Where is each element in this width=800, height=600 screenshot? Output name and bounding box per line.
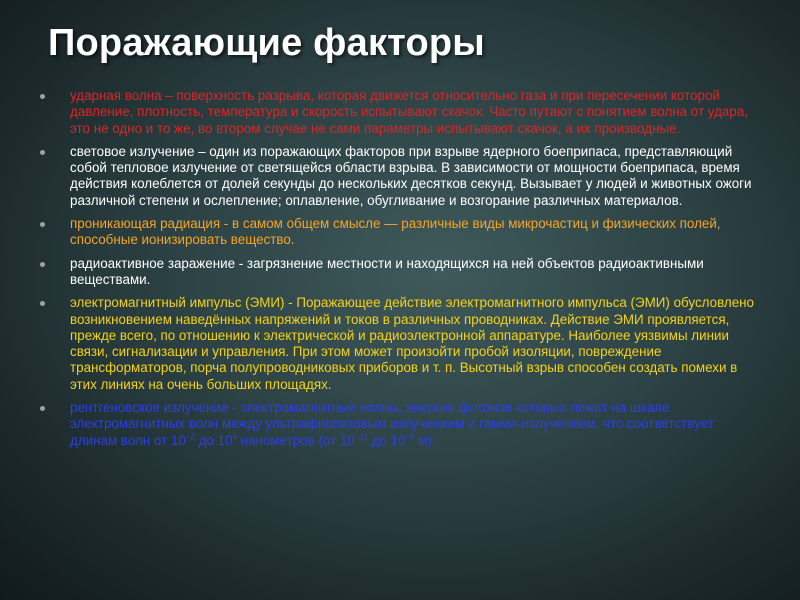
bullet-icon <box>40 94 45 99</box>
list-item-x-ray <box>40 400 762 449</box>
item-text: ударная волна – поверхность разрыва, которая движется относительно газа и при пересечении которой давление, плотность, температура и скорость испытывают скачок. Часто путают с понятием волна от удара, это не одно и то же, во втором случае не сами параметры испытывают скачок, а их производные. <box>70 88 748 136</box>
bullet-icon <box>40 150 45 155</box>
item-text <box>70 400 762 449</box>
exponent: −11 <box>354 432 368 442</box>
exponent: −2 <box>185 432 195 442</box>
list-item-shock-wave <box>40 88 762 137</box>
list-item-emp <box>40 295 762 393</box>
item-text: проникающая радиация - в самом общем смысле — различные виды микрочастиц и физических полей, способные ионизировать вещество. <box>70 216 721 248</box>
item-text: световое излучение – один из поражающих факторов при взрыве ядерного боеприпаса, представляющий собой тепловое излучение от светящейся области взрыва. В зависимости от мощности боеприпаса, время действия колеблется от долей секунды до нескольких десятков секунд. Вызывает у людей и животных ожоги различной степени и ослепление; оплавление, обугливание и возгорание различных материалов. <box>70 143 752 208</box>
bullet-icon <box>40 262 45 267</box>
slide-title: Поражающие факторы <box>48 22 485 64</box>
list-item-penetrating-radiation <box>40 216 762 249</box>
x-ray-text-part: нанометров (от 10 <box>237 432 355 448</box>
list-item-light-radiation <box>40 144 762 209</box>
exponent: 4 <box>232 432 238 442</box>
x-ray-text-part: рентгеновское излучение - электромагнитные волны, энергия фотонов которых лежит на шкале электромагнитных волн между ультрафиолетовым излучением и гамма-излучением, что соответствует длинам волн от 10 <box>70 400 714 448</box>
exponent: −8 <box>405 432 415 442</box>
bullet-icon <box>40 301 45 306</box>
item-text: электромагнитный импульс (ЭМИ) - Поражающее действие электромагнитного импульса (ЭМИ) обусловлено возникновением наведённых напряжений и токов в различных проводниках. Действие ЭМИ проявляется, прежде всего, по отношению к электрической и радиоэлектронной аппаратуре. Наиболее уязвимы линии связи, сигнализации и управления. При этом может произойти пробой изоляции, повреждение трансформаторов, порча полупроводниковых приборов и т. п. Высотный взрыв способен создать помехи в этих линиях на очень больших площадях. <box>70 295 754 392</box>
bullet-list <box>40 88 762 456</box>
item-text: радиоактивное заражение - загрязнение местности и находящихся на ней объектов радиоактивными веществами. <box>70 255 704 287</box>
x-ray-text-part: до 10 <box>194 432 233 448</box>
bullet-icon <box>40 222 45 227</box>
x-ray-text-part: м). <box>414 432 436 448</box>
bullet-icon <box>40 406 45 411</box>
x-ray-text-part: до 10 <box>367 432 406 448</box>
list-item-radioactive-contamination <box>40 256 762 289</box>
